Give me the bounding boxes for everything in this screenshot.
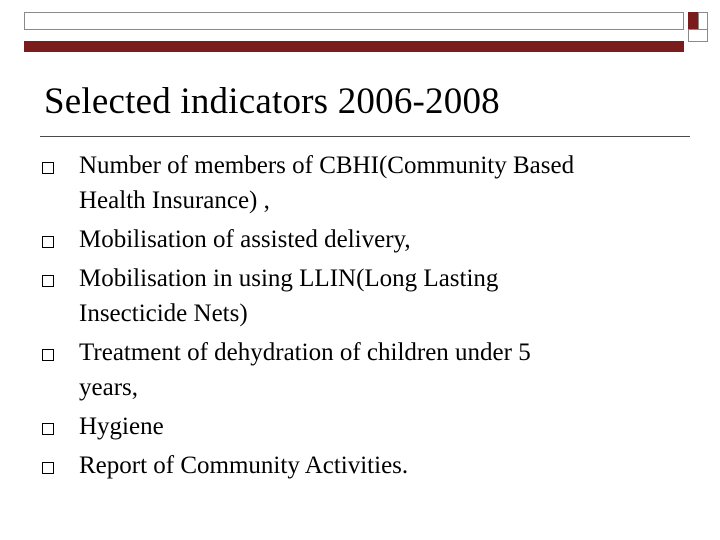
bullet-item-dehydration — [40, 335, 680, 405]
header-decoration — [24, 12, 684, 41]
hollow-square-icon — [42, 349, 54, 361]
hollow-square-icon — [42, 462, 54, 474]
title-divider — [40, 136, 690, 137]
corner-accent-block — [688, 12, 698, 29]
bullet-text-line: Treatment of dehydration of children under 5 — [79, 339, 531, 366]
bullet-item-community-activities — [40, 448, 680, 483]
bullet-item-hygiene — [40, 409, 680, 444]
hollow-square-icon — [42, 236, 54, 248]
corner-decoration — [688, 12, 708, 41]
header-accent-bar — [24, 41, 684, 52]
slide-title: Selected indicators 2006-2008 — [44, 81, 500, 122]
corner-outline-block-top — [698, 12, 708, 29]
bullet-text-line: years, — [79, 374, 138, 401]
hollow-square-icon — [42, 162, 54, 174]
hollow-square-icon — [42, 423, 54, 435]
bullet-item-llin — [40, 261, 680, 331]
header-outline-strip — [24, 12, 684, 30]
bullet-text-line: Mobilisation of assisted delivery, — [79, 226, 411, 253]
bullet-item-assisted-delivery — [40, 222, 680, 257]
hollow-square-icon — [42, 275, 54, 287]
bullet-text-line: Insecticide Nets) — [79, 300, 248, 327]
bullet-text-line: Report of Community Activities. — [79, 452, 409, 479]
bullet-text-line: Health Insurance) , — [79, 187, 270, 214]
bullet-text-line: Number of members of CBHI(Community Based — [79, 152, 575, 179]
bullet-text-line: Hygiene — [79, 413, 164, 440]
bullet-text-line: Mobilisation in using LLIN(Long Lasting — [79, 265, 499, 292]
corner-outline-block — [688, 29, 708, 42]
bullet-item-cbhi — [40, 148, 680, 218]
bullet-list — [40, 148, 680, 487]
